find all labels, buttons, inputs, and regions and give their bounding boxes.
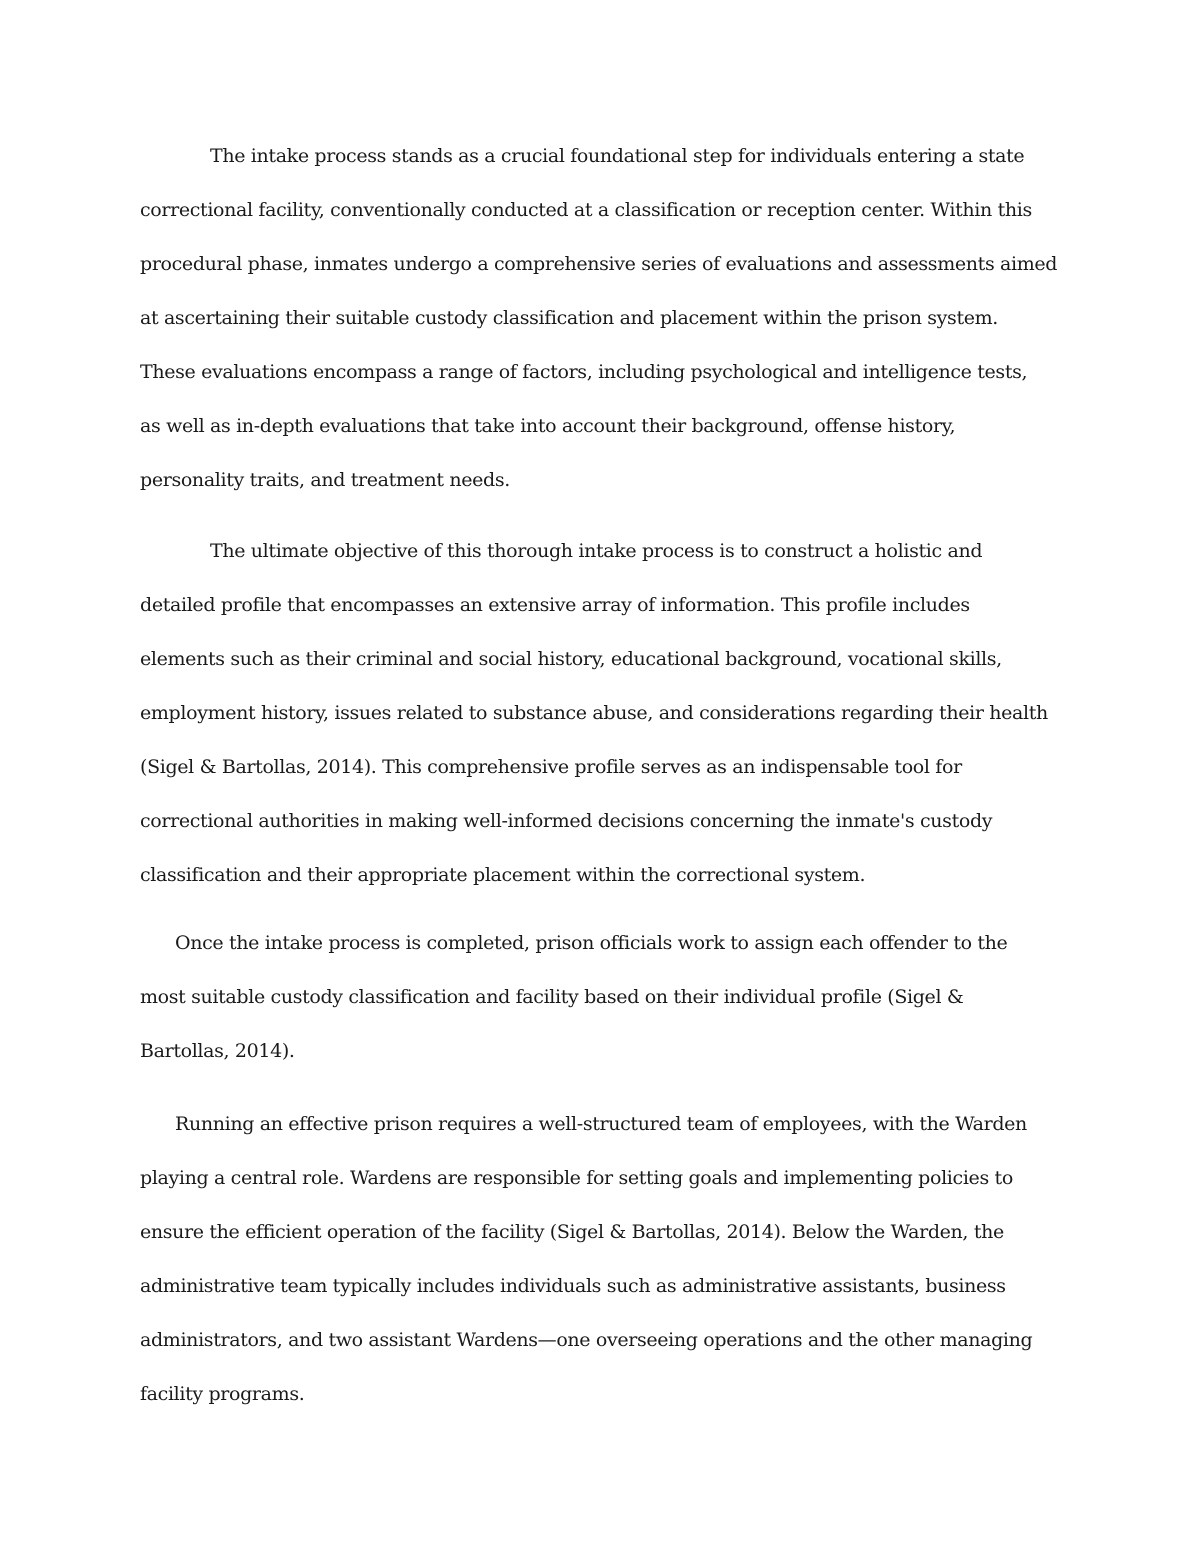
text-line: facility programs. xyxy=(140,1383,305,1405)
text-line: procedural phase, inmates undergo a comprehensive series of evaluations and assessments aimed xyxy=(140,253,1058,275)
text-line: as well as in-depth evaluations that take into account their background, offense history, xyxy=(140,415,956,437)
text-line: classification and their appropriate placement within the correctional system. xyxy=(140,864,866,886)
text-line: employment history, issues related to substance abuse, and considerations regarding their health xyxy=(140,702,1048,724)
paragraph-ultimate-objective xyxy=(140,524,1065,902)
paragraph-intake-process xyxy=(140,129,1065,507)
text-line: at ascertaining their suitable custody classification and placement within the prison system. xyxy=(140,307,998,329)
text-line: (Sigel & Bartollas, 2014). This comprehensive profile serves as an indispensable tool for xyxy=(140,756,962,778)
text-line: personality traits, and treatment needs. xyxy=(140,469,510,491)
text-line: administrators, and two assistant Wardens—one overseeing operations and the other managing xyxy=(140,1329,1033,1351)
text-line: elements such as their criminal and social history, educational background, vocational skills, xyxy=(140,648,1002,670)
text-line: Once the intake process is completed, prison officials work to assign each offender to the xyxy=(175,932,1008,954)
text-line: detailed profile that encompasses an extensive array of information. This profile includes xyxy=(140,594,970,616)
text-line: correctional facility, conventionally conducted at a classification or reception center. Within this xyxy=(140,199,1032,221)
text-line: correctional authorities in making well-informed decisions concerning the inmate's custody xyxy=(140,810,993,832)
paragraph-prison-staff xyxy=(140,1097,1065,1421)
text-line: These evaluations encompass a range of factors, including psychological and intelligence tests, xyxy=(140,361,1028,383)
text-line: Bartollas, 2014). xyxy=(140,1040,295,1062)
paragraph-assignment xyxy=(140,916,1065,1078)
text-line: most suitable custody classification and facility based on their individual profile (Sigel & xyxy=(140,986,964,1008)
text-line: ensure the efficient operation of the facility (Sigel & Bartollas, 2014). Below the Warden, the xyxy=(140,1221,1004,1243)
text-line: Running an effective prison requires a well-structured team of employees, with the Warden xyxy=(175,1113,1027,1135)
text-line: playing a central role. Wardens are responsible for setting goals and implementing policies to xyxy=(140,1167,1013,1189)
text-line: The intake process stands as a crucial foundational step for individuals entering a state xyxy=(210,145,1025,167)
text-line: administrative team typically includes individuals such as administrative assistants, business xyxy=(140,1275,1006,1297)
text-line: The ultimate objective of this thorough intake process is to construct a holistic and xyxy=(210,540,983,562)
